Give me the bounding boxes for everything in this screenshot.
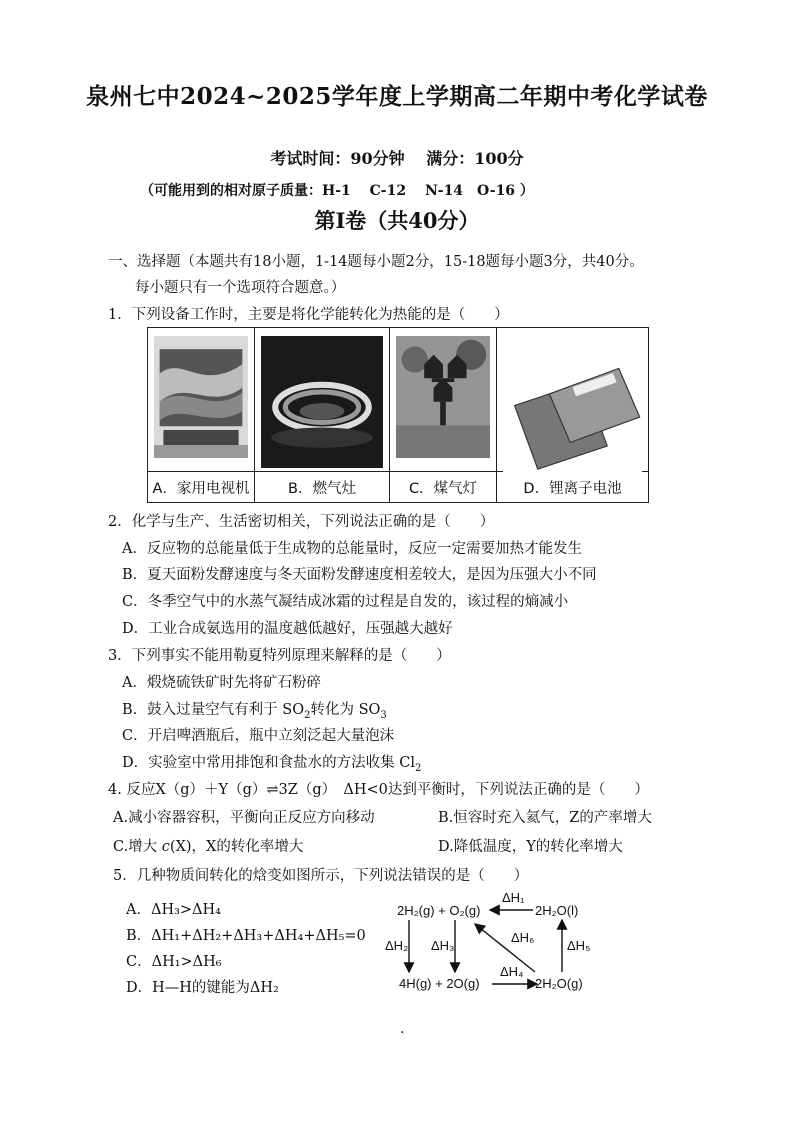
diagram-top-right: 2H₂O(l) — [535, 903, 579, 918]
q4-option-c-var: c — [161, 839, 170, 855]
diagram-dh1: ΔH₁ — [502, 890, 525, 905]
q2-option-c: C．冬季空气中的水蒸气凝结成冰霜的过程是自发的，该过程的熵减小 — [122, 594, 569, 610]
diagram-dh5: ΔH₅ — [567, 938, 591, 953]
q4-option-c-post: (X)，X的转化率增大 — [169, 839, 304, 855]
section-instructions: 一、选择题（本题共有18小题，1-14题每小题2分，15-18题每小题3分，共40分。 — [108, 254, 644, 270]
tv-image-cell — [148, 328, 255, 472]
battery-image-cell — [497, 328, 648, 472]
gas-lamp-image-cell — [390, 328, 497, 472]
question-5-stem: 5．几种物质间转化的焓变如图所示，下列说法错误的是（ ） — [113, 868, 529, 884]
exam-title: 泉州七中2024~2025学年度上学期高二年期中考化学试卷 — [86, 83, 708, 110]
q5-option-b: B．ΔH₁+ΔH₂+ΔH₃+ΔH₄+ΔH₅=0 — [126, 928, 366, 944]
q3-option-d-pre: D．实验室中常用排饱和食盐水的方法收集 Cl — [122, 755, 415, 771]
diagram-bottom-left: 4H(g) + 2O(g) — [399, 976, 480, 991]
atomic-masses: （可能用到的相对原子质量：H-1 C-12 N-14 O-16 ） — [140, 183, 534, 199]
q3-option-c: C．开启啤酒瓶后，瓶中立刻泛起大量泡沫 — [122, 728, 395, 744]
q4-option-d: D.降低温度，Y的转化率增大 — [438, 839, 623, 855]
q4-option-c-pre: C.增大 — [113, 839, 162, 855]
gas-lamp-image — [396, 336, 490, 458]
diagram-dh4: ΔH₄ — [500, 964, 524, 979]
q5-option-a: A．ΔH₃>ΔH₄ — [126, 902, 221, 918]
question-4-stem: 4. 反应X（g）＋Y（g）⇌3Z（g） ΔH<0达到平衡时，下列说法正确的是（ ） — [108, 782, 649, 798]
enthalpy-diagram — [385, 890, 595, 996]
gas-stove-flame-image — [261, 336, 383, 468]
q2-option-d: D．工业合成氨选用的温度越低越好，压强越大越好 — [122, 621, 453, 637]
q3-option-b-mid: 转化为 SO — [310, 702, 381, 718]
diagram-bottom-right: 2H₂O(g) — [535, 976, 583, 991]
gas-stove-image-cell — [255, 328, 390, 472]
part-heading: 第Ⅰ卷（共40分） — [314, 208, 480, 233]
diagram-dh6: ΔH₆ — [511, 930, 535, 945]
exam-meta: 考试时间：90分钟 满分：100分 — [270, 149, 524, 168]
q1-option-b: B．燃气灶 — [255, 472, 390, 502]
q2-option-b: B．夏天面粉发酵速度与冬天面粉发酵速度相差较大，是因为压强大小不同 — [122, 567, 597, 583]
diagram-top-left: 2H₂(g) + O₂(g) — [397, 903, 481, 918]
question-2-stem: 2．化学与生产、生活密切相关，下列说法正确的是（ ） — [108, 514, 495, 530]
q2-option-a: A．反应物的总能量低于生成物的总能量时，反应一定需要加热才能发生 — [122, 541, 582, 557]
li-ion-battery-image — [503, 336, 642, 487]
q4-option-c — [113, 835, 303, 856]
tv-image — [154, 336, 248, 458]
q5-option-d: D．H—H的键能为ΔH₂ — [126, 980, 279, 996]
diagram-dh2: ΔH₂ — [385, 938, 409, 953]
diagram-dh3: ΔH₃ — [431, 938, 455, 953]
section-instructions-2: 每小题只有一个选项符合题意。） — [135, 280, 346, 296]
q5-option-c: C．ΔH₁>ΔH₆ — [126, 954, 222, 970]
q4-option-a: A.减小容器容积，平衡向正反应方向移动 — [113, 810, 375, 826]
q3-option-b: B．鼓入过量空气有利于 $SO_2$转化为 $SO_3$ — [122, 702, 387, 721]
question-1-figure-table — [147, 327, 649, 503]
q1-option-a: A．家用电视机 — [148, 472, 255, 502]
q3-option-d: D．实验室中常用排饱和食盐水的方法收集 $Cl_2$ — [122, 755, 422, 774]
question-3-stem: 3．下列事实不能用勒夏特列原理来解释的是（ ） — [108, 648, 451, 664]
q3-option-b-pre: B．鼓入过量空气有利于 SO — [122, 702, 305, 718]
q4-option-b: B.恒容时充入氦气，Z的产率增大 — [438, 810, 652, 826]
page-dot: · — [400, 1025, 405, 1041]
q1-option-d: D．锂离子电池 — [523, 480, 622, 497]
q1-option-c: C．煤气灯 — [390, 472, 497, 502]
q3-option-a: A．煅烧硫铁矿时先将矿石粉碎 — [122, 675, 321, 691]
question-1-stem: 1．下列设备工作时，主要是将化学能转化为热能的是（ ） — [108, 307, 509, 323]
